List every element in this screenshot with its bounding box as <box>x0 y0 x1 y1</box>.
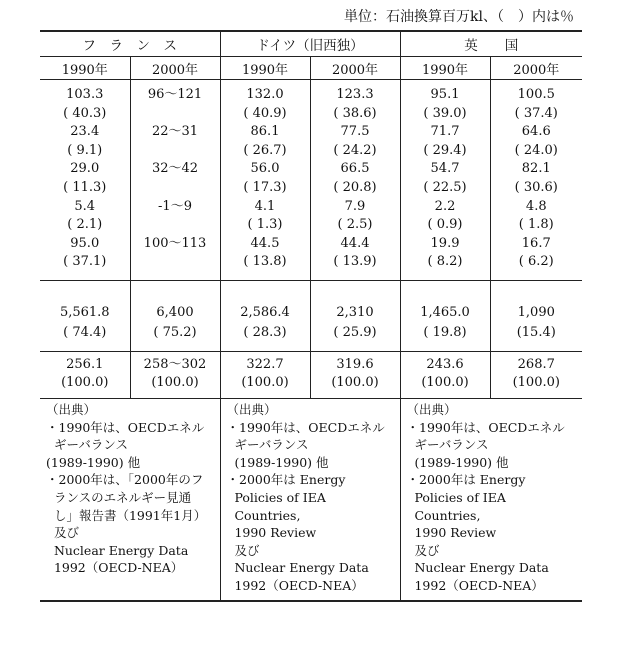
year-header-row <box>40 57 582 80</box>
source-note-uk: （出典） ・1990年は、OECDエネル ギーバランス (1989-1990) 他 ・2000年は Energy Policies of IEA Countries, 1990 Review 及び Nuclear Energy Data 1992（OECD-NEA） <box>406 401 565 593</box>
year-header: 1990年 <box>220 57 310 80</box>
table-cell: 6,400 ( 75.2) <box>153 304 197 340</box>
energy-source-rows <box>40 80 582 281</box>
country-germany: ドイツ（旧西独） <box>220 31 400 57</box>
total-row <box>40 351 582 398</box>
table-cell: 2,310 ( 25.9) <box>333 304 377 340</box>
table-cell: 95.1 ( 39.0) 71.7 ( 29.4) 54.7 ( 22.5) 2.2 ( 0.9) 19.9 ( 8.2) <box>423 87 467 270</box>
table-cell: 268.7 (100.0) <box>512 356 560 390</box>
table-cell: 132.0 ( 40.9) 86.1 ( 26.7) 56.0 ( 17.3) 4.1 ( 1.3) 44.5 ( 13.8) <box>243 87 287 270</box>
table-cell: 103.3 ( 40.3) 23.4 ( 9.1) 29.0 ( 11.3) 5.4 ( 2.1) 95.0 ( 37.1) <box>63 87 107 270</box>
table-cell: 1,465.0 ( 19.8) <box>420 304 470 340</box>
year-header: 2000年 <box>130 57 220 80</box>
table-cell: 1,090 (15.4) <box>516 304 556 340</box>
subtotal-row <box>40 280 582 351</box>
table-cell: 2,586.4 ( 28.3) <box>240 304 290 340</box>
year-header: 1990年 <box>400 57 490 80</box>
country-header-row <box>40 31 582 57</box>
table-cell: 5,561.8 ( 74.4) <box>59 304 110 340</box>
table-cell: 100.5 ( 37.4) 64.6 ( 24.0) 82.1 ( 30.6) 4.8 ( 1.8) 16.7 ( 6.2) <box>514 87 558 270</box>
table-cell: 258〜302 (100.0) <box>143 356 207 390</box>
source-row <box>40 398 582 601</box>
energy-table <box>40 30 582 602</box>
table-cell: 96〜121 22〜31 32〜42 -1〜9 100〜113 <box>143 87 207 251</box>
source-note-france: （出典） ・1990年は、OECDエネル ギーバランス (1989-1990) 他 ・2000年は、「2000年のフ ランスのエネルギー見通 し」報告書（1991年1月） 及び Nuclear Energy Data 1992（OECD-NEA） <box>46 401 207 576</box>
table-cell: 322.7 (100.0) <box>241 356 289 390</box>
year-header: 1990年 <box>40 57 130 80</box>
table-cell: 256.1 (100.0) <box>61 356 109 390</box>
table-cell: 123.3 ( 38.6) 77.5 ( 24.2) 66.5 ( 20.8) 7.9 ( 2.5) 44.4 ( 13.9) <box>333 87 377 270</box>
year-header: 2000年 <box>490 57 582 80</box>
unit-note: 単位：石油換算百万kl、（ ）内は％ <box>344 9 574 25</box>
country-uk: 英 国 <box>400 31 582 57</box>
year-header: 2000年 <box>310 57 400 80</box>
country-france: フ ラ ン ス <box>40 31 220 57</box>
table-cell: 243.6 (100.0) <box>421 356 469 390</box>
table-cell: 319.6 (100.0) <box>331 356 379 390</box>
source-note-germany: （出典） ・1990年は、OECDエネル ギーバランス (1989-1990) 他 ・2000年は Energy Policies of IEA Countries, 1990 Review 及び Nuclear Energy Data 1992（OECD-NEA） <box>226 401 385 593</box>
